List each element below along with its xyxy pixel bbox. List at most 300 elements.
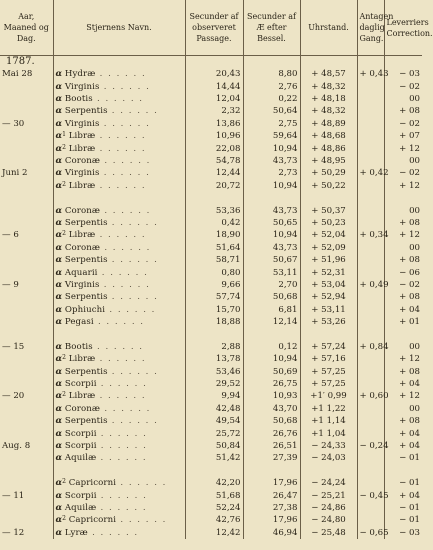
observed-seconds-cell: 18,90 — [185, 229, 243, 241]
spacer-cell — [185, 329, 243, 341]
star-name: Libræ — [68, 131, 96, 142]
header-rate: Antagen daglig Gang. — [357, 0, 384, 56]
daily-rate-cell — [357, 180, 384, 192]
star-name: Serpentis — [64, 366, 108, 377]
ra-seconds-cell: 2,75 — [243, 118, 300, 130]
date-cell: — 20 — [2, 391, 25, 402]
clock-error-cell: + 52,09 — [300, 242, 357, 254]
star-cell — [53, 217, 185, 229]
table-row — [0, 130, 422, 142]
star-name: Aquilæ — [64, 502, 97, 513]
date-cell — [0, 291, 53, 303]
table-row — [0, 155, 422, 167]
ra-seconds-cell: 53,11 — [243, 267, 300, 279]
correction-cell: + 01 — [384, 316, 422, 328]
table-row — [0, 106, 422, 118]
ra-seconds-cell: 2,73 — [243, 168, 300, 180]
greek-letter: α — [55, 391, 63, 402]
greek-letter: α — [55, 416, 63, 427]
greek-letter: α — [55, 379, 63, 390]
clock-error-cell: + 52,31 — [300, 267, 357, 279]
spacer-cell — [0, 192, 53, 204]
daily-rate-cell — [357, 477, 384, 489]
star-name: Virginis — [64, 118, 100, 129]
greek-letter: α — [55, 205, 63, 216]
star-cell — [53, 527, 185, 539]
year-label: 1787. — [6, 56, 35, 68]
observed-seconds-cell: 53,36 — [185, 205, 243, 217]
star-name: Serpentis — [64, 255, 108, 266]
star-cell — [53, 415, 185, 427]
correction-cell: 00 — [384, 205, 422, 217]
table-row — [0, 514, 422, 526]
spacer-cell — [243, 329, 300, 341]
star-cell — [53, 118, 185, 130]
date-cell — [0, 353, 53, 365]
date-cell — [0, 428, 53, 440]
daily-rate-cell: − 0,45 — [357, 490, 384, 502]
correction-cell: 00 — [384, 403, 422, 415]
star-cell — [53, 341, 185, 353]
daily-rate-cell — [357, 205, 384, 217]
date-cell — [0, 453, 53, 465]
star-cell — [53, 502, 185, 514]
daily-rate-cell — [357, 316, 384, 328]
spacer-cell — [243, 192, 300, 204]
table-row — [0, 254, 422, 266]
observed-seconds-cell: 42,48 — [185, 403, 243, 415]
leader-dots: . . . . . . — [93, 317, 145, 328]
correction-cell: − 02 — [384, 168, 422, 180]
spacer-cell — [357, 465, 384, 477]
greek-letter: α — [55, 527, 63, 538]
observed-seconds-cell: 20,72 — [185, 180, 243, 192]
table-row — [0, 93, 422, 105]
table-row — [0, 403, 422, 415]
star-name: Bootis — [64, 94, 93, 105]
greek-letter: α — [55, 81, 63, 92]
greek-letter: α — [55, 428, 63, 439]
greek-letter: α — [55, 441, 63, 451]
star-cell — [53, 391, 185, 403]
star-cell — [53, 291, 185, 303]
correction-cell: + 04 — [384, 490, 422, 502]
clock-error-cell: + 57,16 — [300, 353, 357, 365]
spacer-cell — [0, 329, 53, 341]
daily-rate-cell — [357, 366, 384, 378]
year-row — [0, 56, 422, 69]
table-row — [0, 391, 422, 403]
table-body — [0, 56, 422, 540]
table-row — [0, 527, 422, 539]
greek-letter: α — [55, 478, 63, 489]
star-name: Pegasi — [64, 317, 94, 328]
ra-seconds-cell: 59,64 — [243, 130, 300, 142]
daily-rate-cell — [357, 93, 384, 105]
leader-dots: . . . . . . — [99, 279, 151, 290]
date-cell — [0, 366, 53, 378]
spacer-cell — [384, 192, 422, 204]
daily-rate-cell — [357, 217, 384, 229]
star-name: Coronæ — [64, 403, 101, 414]
spacer-row — [0, 329, 422, 341]
daily-rate-cell — [357, 106, 384, 118]
header-seconds: Secunder af observeret Passage. — [185, 0, 243, 56]
leader-dots: . . . . . . — [96, 428, 148, 439]
ra-seconds-cell: 43,73 — [243, 242, 300, 254]
table-row — [0, 440, 422, 452]
star-cell — [53, 403, 185, 415]
ra-seconds-cell: 10,94 — [243, 180, 300, 192]
correction-cell: − 03 — [384, 527, 422, 539]
star-name: Scorpii — [64, 379, 97, 390]
greek-letter: α — [55, 502, 63, 513]
ra-seconds-cell: 50,65 — [243, 217, 300, 229]
clock-error-cell: + 50,29 — [300, 168, 357, 180]
daily-rate-cell — [357, 118, 384, 130]
spacer-cell — [0, 465, 53, 477]
star-name: Aquilæ — [64, 453, 97, 464]
table-row — [0, 415, 422, 427]
greek-letter: α — [55, 366, 63, 377]
ra-seconds-cell: 6,81 — [243, 304, 300, 316]
observed-seconds-cell: 18,88 — [185, 316, 243, 328]
observed-seconds-cell: 0,80 — [185, 267, 243, 279]
table-row — [0, 143, 422, 155]
observed-seconds-cell: 42,76 — [185, 514, 243, 526]
greek-letter: α — [55, 403, 63, 414]
leader-dots: . . . . . . — [87, 527, 139, 538]
ra-seconds-cell: 26,75 — [243, 378, 300, 390]
table-row — [0, 279, 422, 291]
star-cell — [53, 366, 185, 378]
table-row — [0, 118, 422, 130]
ra-seconds-cell: 12,14 — [243, 316, 300, 328]
observed-seconds-cell: 22,08 — [185, 143, 243, 155]
star-cell — [53, 242, 185, 254]
star-name: Capricorni — [68, 478, 117, 489]
clock-error-cell: + 52,94 — [300, 291, 357, 303]
leader-dots: . . . . . . — [96, 490, 148, 501]
greek-letter: α — [55, 354, 63, 365]
correction-cell: + 08 — [384, 366, 422, 378]
star-cell — [53, 93, 185, 105]
table-row — [0, 477, 422, 489]
spacer-cell — [384, 329, 422, 341]
correction-cell: − 01 — [384, 477, 422, 489]
clock-error-cell: − 24,03 — [300, 453, 357, 465]
star-name: Capricorni — [68, 515, 117, 526]
spacer-cell — [357, 329, 384, 341]
ra-seconds-cell: 50,67 — [243, 254, 300, 266]
header-ra: Secunder af Æ efter Bessel. — [243, 0, 300, 56]
spacer-cell — [53, 465, 185, 477]
daily-rate-cell — [357, 304, 384, 316]
star-cell — [53, 143, 185, 155]
observed-seconds-cell: 15,70 — [185, 304, 243, 316]
star-cell — [53, 267, 185, 279]
clock-error-cell: + 51,96 — [300, 254, 357, 266]
greek-letter: α — [55, 304, 63, 315]
greek-letter: α — [55, 180, 63, 191]
clock-error-cell: + 48,57 — [300, 68, 357, 80]
star-name: Aquarii — [64, 267, 98, 278]
observed-seconds-cell: 57,74 — [185, 291, 243, 303]
star-name: Virginis — [64, 168, 100, 179]
daily-rate-cell: − 0,65 — [357, 527, 384, 539]
date-cell — [0, 403, 53, 415]
spacer-cell — [300, 329, 357, 341]
star-name: Bootis — [64, 341, 93, 352]
correction-cell: 00 — [384, 93, 422, 105]
table-row — [0, 217, 422, 229]
ra-seconds-cell: 17,96 — [243, 514, 300, 526]
star-cell — [53, 68, 185, 80]
correction-cell: − 01 — [384, 453, 422, 465]
greek-letter: α — [55, 69, 63, 80]
daily-rate-cell — [357, 155, 384, 167]
spacer-cell — [300, 465, 357, 477]
table-row — [0, 378, 422, 390]
daily-rate-cell — [357, 143, 384, 155]
date-cell — [0, 477, 53, 489]
date-cell: — 12 — [2, 527, 25, 538]
greek-letter: α — [55, 230, 63, 241]
observed-seconds-cell: 0,42 — [185, 217, 243, 229]
star-name: Scorpii — [64, 441, 97, 451]
date-cell: Juni 2 — [2, 168, 28, 179]
star-name: Libræ — [68, 354, 96, 365]
leader-dots: . . . . . . — [107, 106, 159, 117]
correction-cell: + 04 — [384, 378, 422, 390]
leader-dots: . . . . . . — [116, 515, 167, 526]
leader-dots: . . . . . . — [99, 118, 151, 129]
observed-seconds-cell: 51,42 — [185, 453, 243, 465]
observed-seconds-cell: 2,88 — [185, 341, 243, 353]
spacer-cell — [185, 192, 243, 204]
star-cell — [53, 168, 185, 180]
spacer-cell — [185, 465, 243, 477]
correction-cell: − 01 — [384, 514, 422, 526]
star-name: Serpentis — [64, 292, 108, 303]
greek-letter: α — [55, 341, 63, 352]
clock-error-cell: + 48,86 — [300, 143, 357, 155]
ra-seconds-cell: 27,38 — [243, 502, 300, 514]
daily-rate-cell — [357, 130, 384, 142]
table-row — [0, 353, 422, 365]
star-cell — [53, 81, 185, 93]
date-cell — [0, 415, 53, 427]
star-index: 2 — [62, 354, 66, 362]
table-row — [0, 81, 422, 93]
greek-letter: α — [55, 317, 63, 328]
daily-rate-cell: + 0,43 — [357, 68, 384, 80]
date-cell — [0, 130, 53, 142]
leader-dots: . . . . . . — [92, 341, 144, 352]
greek-letter: α — [55, 267, 63, 278]
observed-seconds-cell: 12,44 — [185, 168, 243, 180]
star-name: Libræ — [68, 180, 96, 191]
daily-rate-cell — [357, 242, 384, 254]
greek-letter: α — [55, 168, 63, 179]
date-cell — [0, 514, 53, 526]
clock-error-cell: + 48,95 — [300, 155, 357, 167]
star-name: Virginis — [64, 81, 100, 92]
correction-cell: − 02 — [384, 279, 422, 291]
daily-rate-cell — [357, 514, 384, 526]
greek-letter: α — [55, 255, 63, 266]
leader-dots: . . . . . . — [95, 354, 147, 365]
correction-cell: 00 — [384, 155, 422, 167]
observed-seconds-cell: 20,43 — [185, 68, 243, 80]
spacer-cell — [357, 192, 384, 204]
date-cell — [0, 93, 53, 105]
ra-seconds-cell: 46,94 — [243, 527, 300, 539]
greek-letter: α — [55, 515, 63, 526]
star-cell — [53, 316, 185, 328]
star-cell — [53, 353, 185, 365]
clock-error-cell: + 50,37 — [300, 205, 357, 217]
date-cell: — 30 — [2, 118, 25, 129]
star-index: 2 — [62, 478, 66, 486]
table-row — [0, 242, 422, 254]
observed-seconds-cell: 12,42 — [185, 527, 243, 539]
clock-error-cell: + 57,25 — [300, 378, 357, 390]
date-cell — [0, 502, 53, 514]
leader-dots: . . . . . . — [107, 217, 159, 228]
correction-cell: + 08 — [384, 254, 422, 266]
star-cell — [53, 229, 185, 241]
date-cell: — 15 — [2, 341, 25, 352]
spacer-cell — [243, 465, 300, 477]
leader-dots: . . . . . . — [96, 441, 148, 451]
daily-rate-cell — [357, 267, 384, 279]
ra-seconds-cell: 43,73 — [243, 205, 300, 217]
date-cell — [0, 378, 53, 390]
observed-seconds-cell: 54,78 — [185, 155, 243, 167]
leader-dots: . . . . . . — [92, 94, 144, 105]
date-cell — [0, 106, 53, 118]
observed-seconds-cell: 12,04 — [185, 93, 243, 105]
correction-cell: + 07 — [384, 130, 422, 142]
daily-rate-cell — [357, 81, 384, 93]
clock-error-cell: + 48,32 — [300, 81, 357, 93]
clock-error-cell: +1′ 0,99 — [300, 391, 357, 403]
correction-cell: + 04 — [384, 304, 422, 316]
ra-seconds-cell: 0,22 — [243, 93, 300, 105]
table-row — [0, 68, 422, 80]
star-name: Ophiuchi — [64, 304, 106, 315]
leader-dots: . . . . . . — [95, 131, 147, 142]
date-cell — [0, 316, 53, 328]
date-cell — [0, 254, 53, 266]
date-cell: Aug. 8 — [2, 441, 31, 451]
greek-letter: α — [55, 279, 63, 290]
daily-rate-cell — [357, 254, 384, 266]
clock-error-cell: +1 1,04 — [300, 428, 357, 440]
correction-cell: − 02 — [384, 81, 422, 93]
leader-dots: . . . . . . — [116, 478, 167, 489]
table-row — [0, 304, 422, 316]
star-cell — [53, 378, 185, 390]
correction-cell: + 12 — [384, 353, 422, 365]
table-row — [0, 366, 422, 378]
daily-rate-cell — [357, 502, 384, 514]
clock-error-cell: + 50,22 — [300, 180, 357, 192]
star-cell — [53, 428, 185, 440]
star-name: Coronæ — [64, 156, 101, 167]
leader-dots: . . . . . . — [97, 267, 149, 278]
ra-seconds-cell: 27,39 — [243, 453, 300, 465]
clock-error-cell: − 25,21 — [300, 490, 357, 502]
clock-error-cell: +1 1,22 — [300, 403, 357, 415]
clock-error-cell: + 50,23 — [300, 217, 357, 229]
observed-seconds-cell: 51,68 — [185, 490, 243, 502]
leader-dots: . . . . . . — [107, 255, 159, 266]
greek-letter: α — [55, 106, 63, 117]
star-index: 2 — [62, 515, 66, 523]
star-name: Scorpii — [64, 428, 97, 439]
star-index: 1 — [62, 131, 66, 139]
date-cell — [0, 267, 53, 279]
leader-dots: . . . . . . — [96, 502, 148, 513]
date-cell — [0, 304, 53, 316]
greek-letter: α — [55, 118, 63, 129]
greek-letter: α — [55, 217, 63, 228]
leader-dots: . . . . . . — [107, 366, 159, 377]
observed-seconds-cell: 10,96 — [185, 130, 243, 142]
observed-seconds-cell: 9,66 — [185, 279, 243, 291]
observed-seconds-cell: 9,94 — [185, 391, 243, 403]
star-cell — [53, 106, 185, 118]
table-row — [0, 316, 422, 328]
ra-seconds-cell: 10,94 — [243, 143, 300, 155]
correction-cell: 00 — [384, 242, 422, 254]
observed-seconds-cell: 58,71 — [185, 254, 243, 266]
observed-seconds-cell: 14,44 — [185, 81, 243, 93]
table-row — [0, 229, 422, 241]
star-name: Serpentis — [64, 416, 108, 427]
spacer-cell — [300, 192, 357, 204]
ra-seconds-cell: 2,70 — [243, 279, 300, 291]
clock-error-cell: + 48,32 — [300, 106, 357, 118]
daily-rate-cell — [357, 428, 384, 440]
ra-seconds-cell: 50,69 — [243, 366, 300, 378]
ra-seconds-cell: 10,94 — [243, 353, 300, 365]
star-index: 2 — [62, 143, 66, 151]
leader-dots: . . . . . . — [96, 453, 148, 464]
star-index: 2 — [62, 230, 66, 238]
star-cell — [53, 155, 185, 167]
daily-rate-cell: + 0,49 — [357, 279, 384, 291]
daily-rate-cell: + 0,42 — [357, 168, 384, 180]
ra-seconds-cell: 50,68 — [243, 291, 300, 303]
clock-error-cell: − 24,80 — [300, 514, 357, 526]
observed-seconds-cell: 42,20 — [185, 477, 243, 489]
observed-seconds-cell: 25,72 — [185, 428, 243, 440]
ra-seconds-cell: 0,12 — [243, 341, 300, 353]
observed-seconds-cell: 13,86 — [185, 118, 243, 130]
header-date: Aar, Maaned og Dag. — [0, 0, 53, 56]
clock-error-cell: + 48,18 — [300, 93, 357, 105]
observed-seconds-cell: 49,54 — [185, 415, 243, 427]
date-cell — [0, 205, 53, 217]
correction-cell: − 06 — [384, 267, 422, 279]
greek-letter: α — [55, 94, 63, 105]
date-cell — [0, 155, 53, 167]
leader-dots: . . . . . . — [105, 304, 156, 315]
daily-rate-cell — [357, 453, 384, 465]
